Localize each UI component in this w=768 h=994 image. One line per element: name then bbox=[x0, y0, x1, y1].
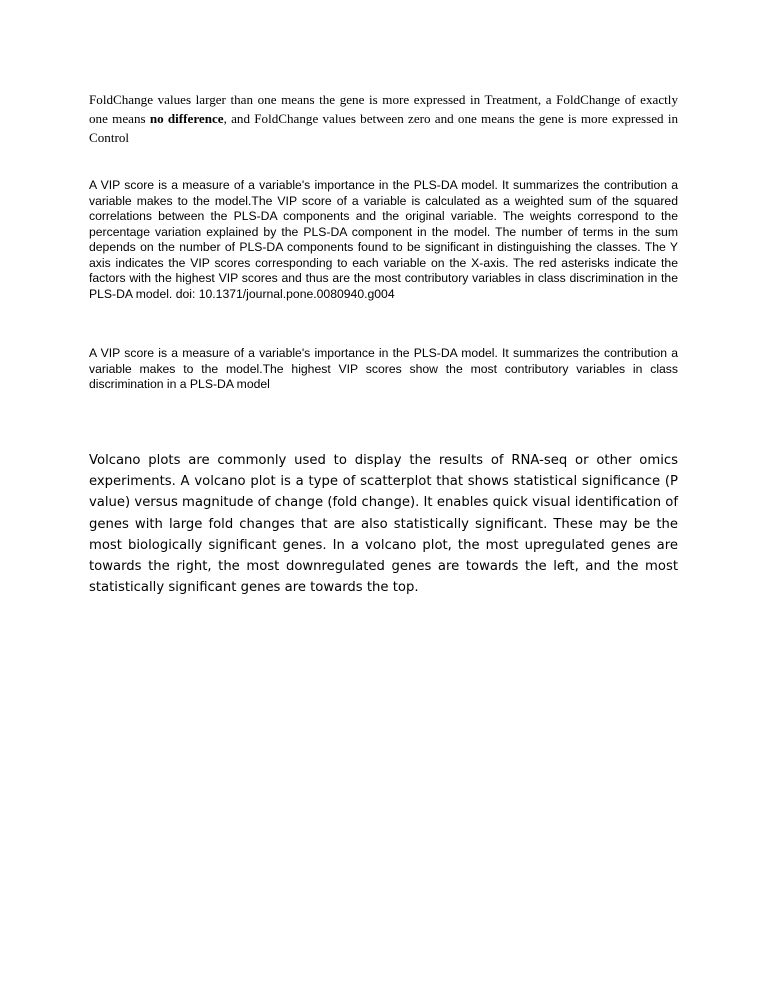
no-difference-bold-text: no difference bbox=[149, 111, 224, 126]
foldchange-paragraph bbox=[89, 90, 678, 147]
volcano-plot-paragraph: Volcano plots are commonly used to display the results of RNA-seq or other omics experiments. A volcano plot is a type of scatterplot that shows statistical significance (P value) versus magnitude of change (fold change). It enables quick visual identification of genes with large fold changes that are also statistically significant. These may be the most biologically significant genes. In a volcano plot, the most upregulated genes are towards the right, the most downregulated genes are towards the left, and the most statistically significant genes are towards the top. bbox=[89, 453, 678, 596]
vip-score-detailed-paragraph: A VIP score is a measure of a variable's importance in the PLS-DA model. It summarizes the contribution a variable makes to the model.The VIP score of a variable is calculated as a weighted sum of the squared correlations between the PLS-DA components and the original variable. The weights correspond to the percentage variation explained by the PLS-DA component in the model. The number of terms in the sum depends on the number of PLS-DA components found to be significant in distinguishing the classes. The Y axis indicates the VIP scores corresponding to each variable on the X-axis. The red asterisks indicate the factors with the highest VIP scores and thus are the most contributory variables in class discrimination in the PLS-DA model. doi: 10.1371/journal.pone.0080940.g004 bbox=[89, 178, 678, 301]
foldchange-text-start: FoldChange values larger than one means the gene is more expressed in Treatment, a FoldChange of exactly one means bbox=[89, 92, 678, 126]
foldchange-text-end: , and FoldChange values between zero and one means the gene is more expressed in Control bbox=[89, 111, 679, 145]
vip-score-summary-paragraph: A VIP score is a measure of a variable's importance in the PLS-DA model. It summarizes the contribution a variable makes to the model.The highest VIP scores show the most contributory variables in class discrimination in a PLS-DA model bbox=[89, 346, 678, 391]
